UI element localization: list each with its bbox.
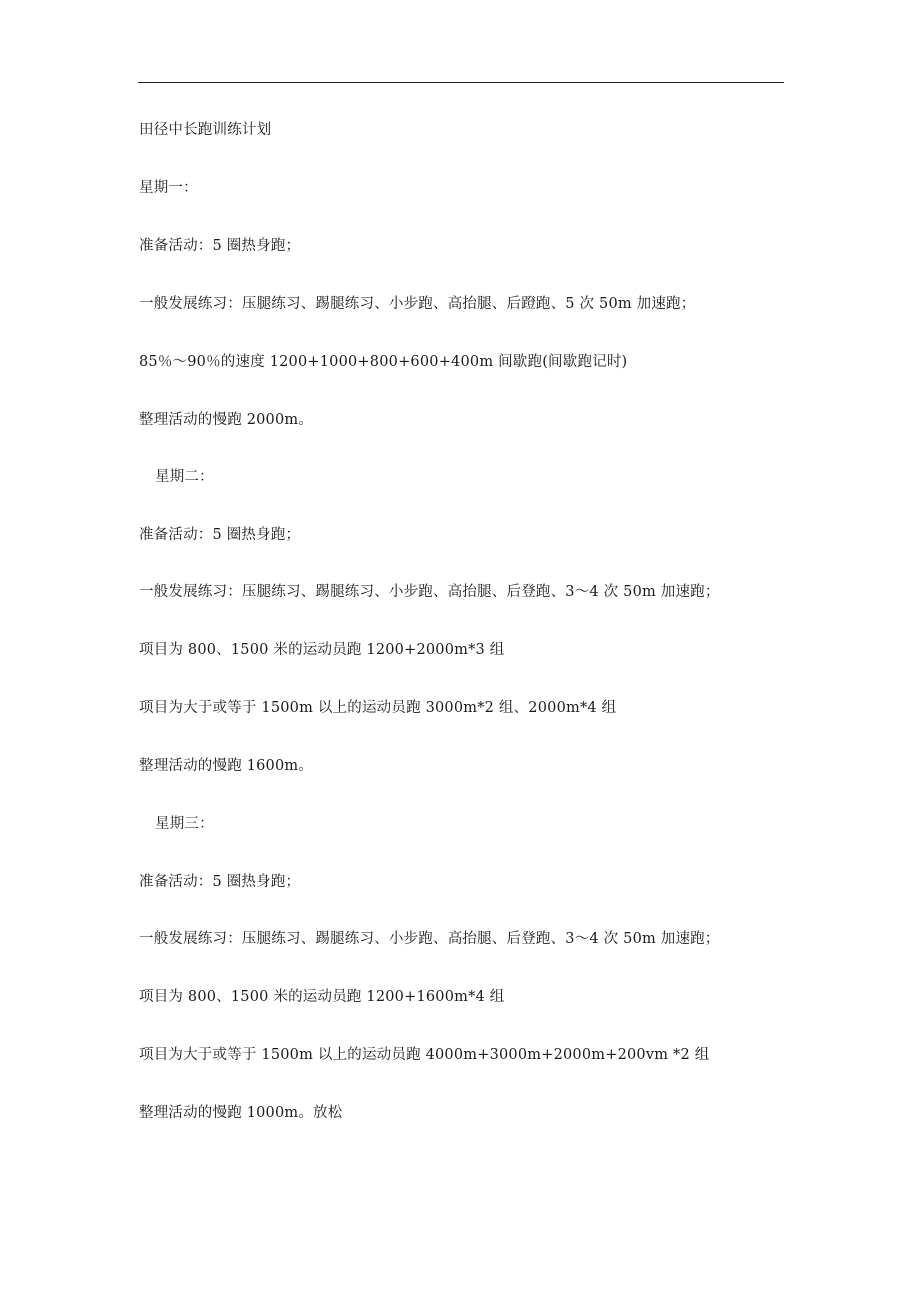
day-heading-wednesday: 星期三： [155, 816, 214, 832]
wednesday-line-5: 整理活动的慢跑 1000m。放松 [139, 1105, 343, 1121]
tuesday-line-5: 整理活动的慢跑 1600m。 [139, 758, 314, 774]
tuesday-line-3: 项目为 800、1500 米的运动员跑 1200+2000m*3 组 [139, 642, 505, 658]
wednesday-line-1: 准备活动：5 圈热身跑； [139, 874, 301, 890]
tuesday-line-2: 一般发展练习：压腿练习、踢腿练习、小步跑、高抬腿、后登跑、3～4 次 50m 加速跑； [139, 584, 720, 600]
tuesday-line-4: 项目为大于或等于 1500m 以上的运动员跑 3000m*2 组、2000m*4 组 [139, 700, 617, 716]
tuesday-line-1: 准备活动：5 圈热身跑； [139, 527, 301, 543]
day-heading-tuesday: 星期二： [155, 469, 214, 485]
wednesday-line-2: 一般发展练习：压腿练习、踢腿练习、小步跑、高抬腿、后登跑、3～4 次 50m 加速跑； [139, 931, 720, 947]
monday-line-4: 整理活动的慢跑 2000m。 [139, 412, 314, 428]
monday-line-1: 准备活动：5 圈热身跑； [139, 238, 301, 254]
day-heading-monday: 星期一： [139, 180, 198, 196]
monday-line-2: 一般发展练习：压腿练习、踢腿练习、小步跑、高抬腿、后蹬跑、5 次 50m 加速跑； [139, 296, 696, 312]
document-title: 田径中长跑训练计划 [139, 122, 272, 138]
header-rule [138, 82, 784, 83]
wednesday-line-4: 项目为大于或等于 1500m 以上的运动员跑 4000m+3000m+2000m+200vm *2 组 [139, 1047, 710, 1063]
wednesday-line-3: 项目为 800、1500 米的运动员跑 1200+1600m*4 组 [139, 989, 505, 1005]
monday-line-3: 85％～90％的速度 1200+1000+800+600+400m 间歇跑(间歇跑记时) [139, 354, 628, 370]
